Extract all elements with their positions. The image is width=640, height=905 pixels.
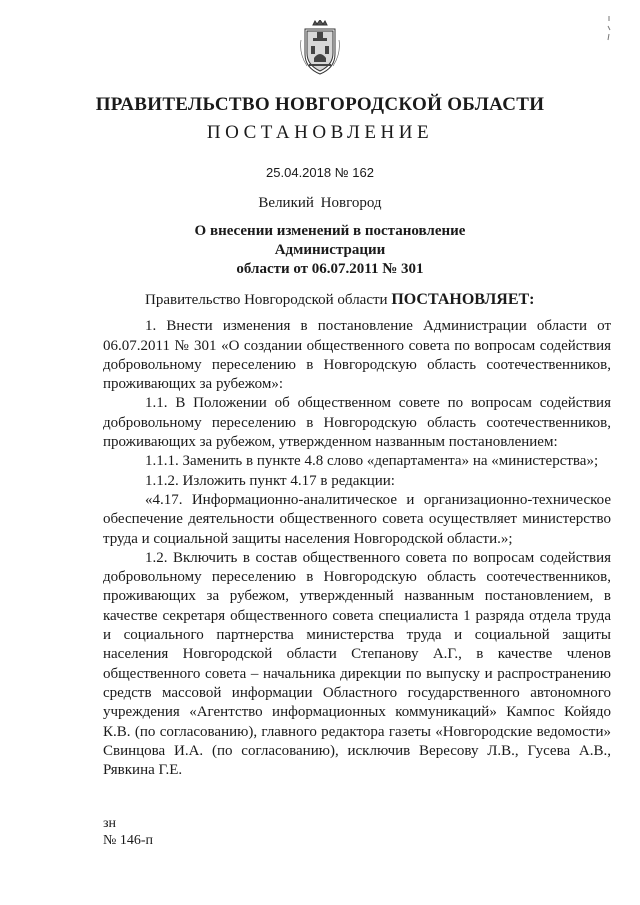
document-type: ПОСТАНОВЛЕНИЕ	[206, 122, 434, 143]
paragraph-1-1: 1.1. В Положении об общественном совете по вопросам содействия добровольному переселению в Новгородскую область соотечественников, проживающих за рубежом, утвержденном названным постановлением:	[103, 395, 611, 451]
paragraph-1: 1. Внести изменения в постановление Администрации области от 06.07.2011 № 301 «О создании общественного совета по вопросам содействия добровольному переселению в Новгородскую область соотечественников, проживающих за рубежом»:	[103, 318, 611, 393]
city: Великий Новгород	[258, 195, 382, 211]
footer	[103, 815, 153, 849]
preamble	[103, 290, 611, 310]
document-body	[103, 290, 611, 780]
paragraph-1-1-2: 1.1.2. Изложить пункт 4.17 в редакции:	[145, 472, 395, 489]
preamble-text: Правительство Новгородской области	[145, 292, 392, 308]
organization-title: ПРАВИТЕЛЬСТВО НОВГОРОДСКОЙ ОБЛАСТИ	[95, 94, 545, 115]
paragraph-4-17: «4.17. Информационно-аналитическое и организационно-техническое обеспечение деятельности общественного совета осуществляет министерство труда и социальной защиты населения Новгородской области.»;	[103, 491, 611, 547]
document-subject	[140, 222, 520, 279]
subject-line-1: О внесении изменений в постановление Администрации	[194, 223, 466, 258]
coat-of-arms-icon	[299, 20, 341, 76]
subject-line-2: области от 06.07.2011 № 301	[236, 261, 424, 277]
date-number: 25.04.2018 № 162	[266, 165, 374, 180]
footer-initials: зн	[103, 816, 117, 831]
footer-reference: № 146-п	[103, 833, 154, 848]
paragraph-1-1-1: 1.1.1. Заменить в пункте 4.8 слово «департамента» на «министерства»;	[145, 453, 599, 470]
paragraph-1-2: 1.2. Включить в состав общественного совета по вопросам содействия добровольному переселению в Новгородскую область соотечественников, проживающих за рубежом, утвержденный названным постановлением, в качестве секретаря общественного совета специалиста 1 разряда отдела труда и социального партнерства министерства труда и социальной защиты населения Новгородской области Степанову А.Г., в качестве членов общественного совета – начальника дирекции по выпуску и распространению средств массовой информации Областного государственного автономного учреждения «Агентство информационных коммуникаций» Кампос Койядо К.В. (по согласованию), главного редактора газеты «Новгородские ведомости» Свинцова И.А. (по согласованию), исключив Вересову Л.В., Гусева А.В., Рявкина Г.Е.	[103, 549, 611, 779]
handwritten-mark-icon	[603, 14, 615, 44]
preamble-decree: ПОСТАНОВЛЯЕТ:	[391, 291, 535, 308]
